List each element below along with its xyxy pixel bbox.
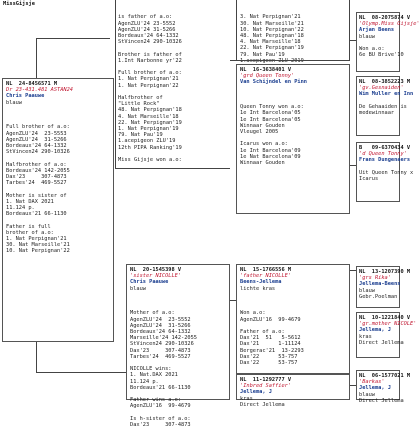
- ancestor-card: NL 08-2075874 V 'Olymp.Miss Gijsje' Arjan Beens blauw Won a.o: 6e BU Brive'10: [356, 12, 400, 72]
- pigeon-color: lichte kras: [240, 285, 276, 292]
- sire-dam-card: [236, 64, 350, 214]
- connector: [36, 38, 110, 39]
- pigeon-color: blauw: [130, 285, 146, 292]
- sire-owner: Chris Paauwe: [6, 93, 45, 100]
- notes: Won a.o: AgenZLU'16 99-4679 Father of a.o: Dax'21 51 5-5612 Dax'21 1-11124 Bergerac'21 13-2293 Dax'22 53-757 Dax'22 53-757: [240, 310, 304, 367]
- ring-number: NL 15-1766556 M: [240, 267, 292, 273]
- grandsire-info: 3. Nat Perpignan'21 30. Nat Marseille'21 10. Nat Perpignan'22 48. Nat Perpignan'18 4. Nat Marseille'18 22. Nat Perpignan'19 79. Nat Pau'19: [240, 14, 304, 58]
- connector: [36, 342, 37, 372]
- ring-number: NL 20-1545398 V: [130, 267, 182, 273]
- ring-number: NL 11-1292777 V: [240, 377, 292, 383]
- sire-card: [2, 78, 114, 342]
- border: [236, 0, 237, 60]
- border: [236, 60, 350, 61]
- notes: Queen Tonny won a.o: 1e Int Barcelona'05 1e Int Barcelona'05 Winnaar Gouden Vleugel 2005 Icarus won a.o: 1e Int Barcelona'09 1e Nat Barcelona'09 Winnaar Gouden: [240, 104, 304, 167]
- dam-card: [126, 264, 230, 429]
- owner-name: Jellema, J: [240, 389, 272, 396]
- border: [115, 0, 116, 168]
- dam-sire-card: [236, 264, 350, 374]
- ancestor-card: NL 06-1577021 M 'Barkas' Jellema, J blauw Direct Jellema: [356, 370, 400, 400]
- connector: [36, 38, 37, 78]
- sire-color: blauw: [6, 99, 22, 106]
- pigeon-name: 'father NICOLLE': [240, 273, 292, 280]
- pigeon-name: 'Inbred Saffier': [240, 383, 292, 390]
- owner-name: Beens-Jellema: [240, 279, 282, 286]
- sire-notes: Full brother of a.o: AgenZLU'24 23-5553 AgenZLU'24 31-5266 Bordeaux'24 64-1332 StVincen24 290-10326 Halfbrother of a.o: Bordeaux'24 142-2055 Dax'23 307-4873 Tarbes'24 469-5527 Mother is sister of 1. Nat DAX 2021 11.124 p. Bordeaux'21 66-1130 Father is full brother of a.o: 1. Nat Perpignan'21 30. Nat Marseille'21 10. Nat Perpignan'22: [6, 124, 70, 255]
- border: [349, 0, 350, 60]
- sire-strain: Dr 23-431.481 ASTAN24: [6, 87, 73, 94]
- owner-name: Chris Paauwe: [130, 279, 169, 286]
- ancestor-card: B 09-6370434 V 'd Queen Tonny' Frans Dungenaers Uit Queen Tonny x Icarus: [356, 142, 400, 202]
- pigeon-name: 'grd Queen Tonny': [240, 73, 295, 80]
- pigeon-name: 'sister NICOLLE': [130, 273, 182, 280]
- dam-dam-card: [236, 374, 350, 408]
- border: [115, 168, 230, 169]
- owner-name: Van Schijndel en Pinn: [240, 79, 307, 86]
- notes: Mother of a.o: AgenZLU'24 23-5552 AgenZLU'24 31-5266 Bordeaux'24 64-1332 Marseille'24 142-2055 StVincen24 290-10326 Dax'23 307-4873 Tarbes'24 469-5527 NICOLLE wins: 1. Nat.DAX 2021 11.124 p. Bordeaux'21 66-1130 Father wins a.o: AgenZLU'16 99-4679 Is h-sister of a.o: Dax'23 307-4873: [130, 310, 197, 429]
- ring-number: NL 16-3638401 V: [240, 67, 292, 73]
- ancestor-card: NL 13-1207390 M 'grs Rika' Jellema-Beens blauw Gebr.Poelman: [356, 266, 400, 308]
- pigeon-color: kras: [240, 395, 253, 402]
- connector: [36, 372, 126, 373]
- sire-father-info: is father of a.o: AgenZLU'24 23-5552 AgenZLU'24 31-5266 Bordeaux'24 64-1332 StVincen24 290-10326 Brother is father of 1.Int Narbonne yr'22 Full brother of a.o: 1. Nat Perpignan'21 1. Nat Perpignan'22 Halfbrother of "Little Rock" 48. Nat Perpignan'18 4. Nat Marseille'18 22. Nat Perpignan'19 1. Nat Perpignan'19 79. Nat Pau'19 1.acepigeon ZLU'19 12th PIPA Ranking'19 Miss Gijsje won a.o:: [118, 14, 182, 164]
- page-caption: MissGijsje: [3, 1, 35, 7]
- notes: Direct Jellema: [240, 401, 285, 408]
- ancestor-card: NL 10-1221840 V 'gr.mother NICOLE' Jellema, J kras Direct Jellema: [356, 312, 400, 358]
- ancestor-card: NL 08-3852223 M 'gv.Gesnaiden' Wim Muller en Inn De Gehaaiden is medewinnaar: [356, 76, 400, 136]
- sire-ring: NL 24-8456571 M: [6, 81, 58, 87]
